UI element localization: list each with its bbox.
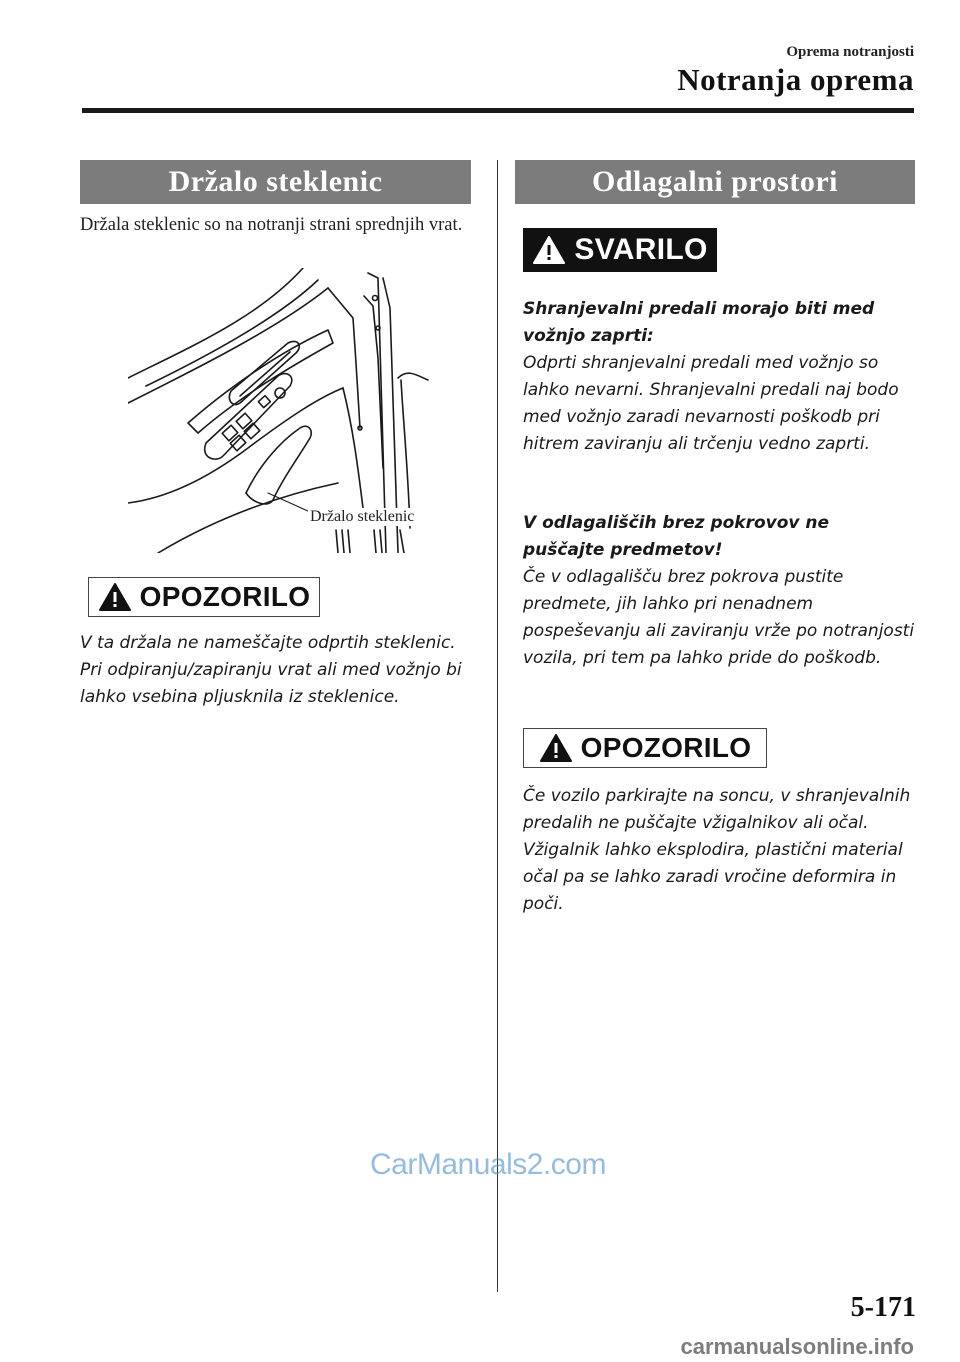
danger-body-1: Odprti shranjevalni predali med vožnjo so lahko nevarni. Shranjevalni predali naj bodo med vožnjo zaradi nevarnosti poškodb pri hitrem zaviranju ali trčenju vedno zaprti. [523,353,899,454]
danger-block-1 [523,296,915,458]
warning-box [88,577,320,617]
warning-triangle-icon [539,733,573,763]
warning-label: OPOZORILO [139,581,311,612]
section-heading-storage: Odlagalni prostori [515,160,915,204]
watermark-logo: CarManuals2.com [370,1148,606,1181]
column-divider [497,160,498,1292]
bottle-holder-warning-text: V ta držala ne nameščajte odprtih steklenic. Pri odpiranju/zapiranju vrat ali med vožnjo bi lahko vsebina pljusknila iz steklenice. [80,633,462,707]
warning-box-storage [523,728,767,768]
danger-title-2: V odlagališčih brez pokrovov ne puščajte predmetov! [523,513,830,560]
section-heading-bottle-holder: Držalo steklenic [80,160,471,204]
danger-label: SVARILO [574,233,708,266]
danger-body-2: Če v odlagališču brez pokrova pustite predmete, jih lahko pri nenadnem pospeševanju ali zaviranju vrže po notranjosti vozila, pri tem pa lahko pride do poškodb. [523,567,915,668]
bottle-holder-intro: Držala steklenic so na notranji strani sprednjih vrat. [80,215,463,235]
danger-title-1: Shranjevalni predali morajo biti med vožnjo zaprti: [523,299,875,346]
page-number: 5-171 [850,1292,916,1323]
danger-triangle-icon [532,235,566,265]
warning-triangle-icon [98,582,132,612]
header-rule [82,108,914,113]
footer-site-link[interactable]: carmanualsonline.info [680,1334,914,1359]
danger-box [523,228,717,272]
running-section-title: Notranja oprema [677,62,914,97]
danger-block-2 [523,510,915,672]
running-subsection-title: Oprema notranjosti [786,44,914,60]
figure-callout-bottle-holder: Držalo steklenic [310,508,415,525]
storage-warning-text: Če vozilo parkirajte na soncu, v shranjevalnih predalih ne puščajte vžigalnikov ali očal. Vžigalnik lahko eksplodira, plastični material očal pa se lahko zaradi vročine deformira in poči. [523,786,911,914]
warning-label-storage: OPOZORILO [580,732,752,763]
